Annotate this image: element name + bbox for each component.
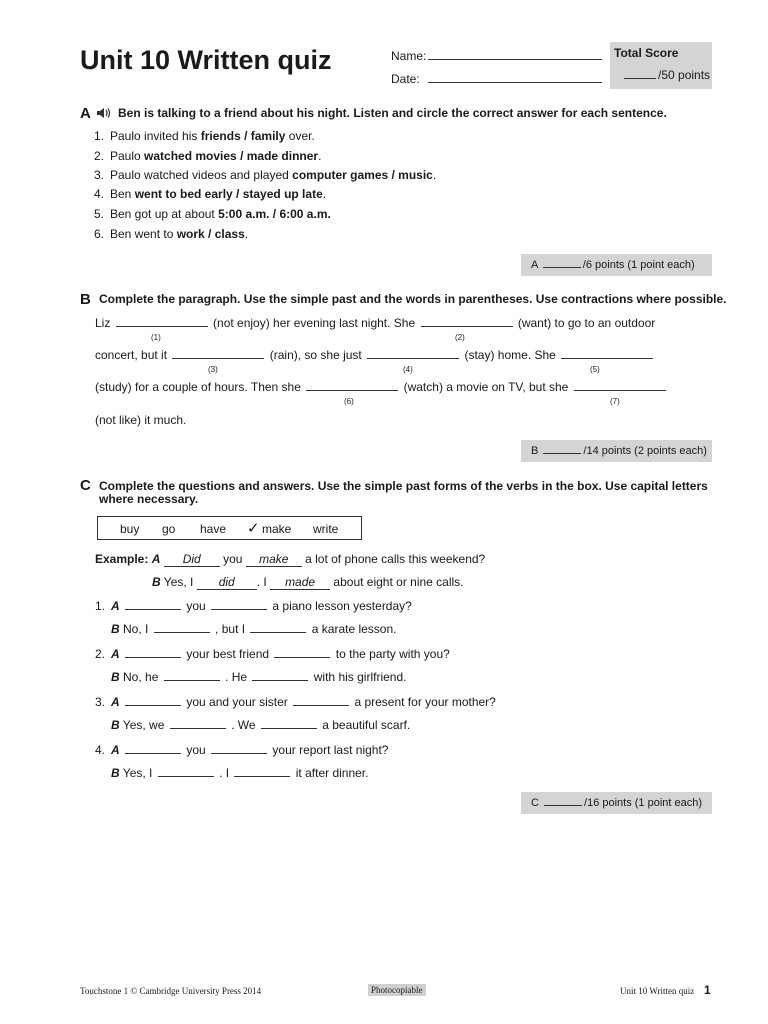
- answer-blank[interactable]: [211, 599, 267, 610]
- list-item: 6. Ben went to work / class.: [94, 227, 249, 241]
- section-c-score-blank[interactable]: [544, 795, 582, 806]
- speaker-icon: [96, 106, 112, 124]
- footer-quiz-title: Unit 10 Written quiz: [620, 986, 695, 996]
- blank-number: (6): [344, 397, 354, 406]
- answer-blank[interactable]: [211, 743, 267, 754]
- paragraph-line: concert, but it (rain), so she just (stay) home. She: [95, 348, 655, 362]
- answer-blank[interactable]: [293, 695, 349, 706]
- blank-number: (4): [403, 365, 413, 374]
- choice-text[interactable]: computer games / music: [292, 168, 433, 182]
- answer-blank[interactable]: [367, 348, 459, 359]
- answer-blank[interactable]: [234, 766, 290, 777]
- section-c-points-text: /16 points (1 point each): [584, 797, 703, 809]
- blank-number: (7): [610, 397, 620, 406]
- total-score-blank[interactable]: [624, 68, 656, 79]
- name-label: Name:: [391, 49, 427, 63]
- answer-blank[interactable]: [154, 622, 210, 633]
- answer-row: B Yes, we . We a beautiful scarf.: [111, 718, 411, 732]
- word-item: buy: [120, 522, 140, 536]
- choice-text[interactable]: 5:00 a.m. / 6:00 a.m.: [218, 207, 331, 221]
- answer-blank[interactable]: [158, 766, 214, 777]
- check-icon: ✓: [247, 520, 260, 537]
- section-a-points-letter: A: [531, 259, 538, 271]
- choice-text[interactable]: went to bed early / stayed up late: [134, 187, 323, 201]
- word-item: have: [200, 522, 227, 536]
- paragraph-line: (not like) it much.: [95, 413, 187, 427]
- section-c-points-box: [521, 792, 712, 814]
- word-item: go: [162, 522, 176, 536]
- blank-number: (5): [590, 365, 600, 374]
- section-c-letter: C: [80, 477, 91, 494]
- answer-blank[interactable]: [274, 647, 330, 658]
- answer-blank[interactable]: [574, 380, 666, 391]
- blank-number: (1): [151, 333, 161, 342]
- footer-copyright: Touchstone 1 © Cambridge University Press 2014: [80, 986, 262, 996]
- paragraph-line: (study) for a couple of hours. Then she (watch) a movie on TV, but she: [95, 380, 668, 394]
- word-item: write: [313, 522, 339, 536]
- answer-row: B No, he . He with his girlfriend.: [111, 670, 407, 684]
- choice-text[interactable]: watched movies / made dinner: [144, 149, 319, 163]
- list-item: 2. Paulo watched movies / made dinner.: [94, 149, 322, 163]
- section-a-points-box: [521, 254, 712, 276]
- answer-blank[interactable]: [421, 316, 513, 327]
- section-b-points-box: [521, 440, 712, 462]
- answer-blank[interactable]: [125, 695, 181, 706]
- blank-number: (2): [455, 333, 465, 342]
- answer-blank[interactable]: [170, 718, 226, 729]
- question-row: 1. A you a piano lesson yesterday?: [95, 599, 412, 613]
- answer-blank[interactable]: [125, 599, 181, 610]
- example-answer: B Yes, I did . I made about eight or nine calls.: [152, 575, 464, 589]
- answer-row: B No, I , but I a karate lesson.: [111, 622, 397, 636]
- question-row: 4. A you your report last night?: [95, 743, 389, 757]
- section-b-score-blank[interactable]: [543, 443, 581, 454]
- answer-blank[interactable]: [125, 743, 181, 754]
- date-label: Date:: [391, 72, 420, 86]
- section-b-points-text: /14 points (2 points each): [583, 445, 707, 457]
- total-score-line: [622, 68, 710, 82]
- total-score-box: [610, 42, 712, 89]
- word-item: make: [262, 522, 292, 536]
- total-score-label: Total Score: [614, 46, 679, 60]
- answer-blank[interactable]: [116, 316, 208, 327]
- list-item: 4. Ben went to bed early / stayed up late.: [94, 187, 327, 201]
- question-row: 3. A you and your sister a present for your mother?: [95, 695, 496, 709]
- answer-blank[interactable]: [561, 348, 653, 359]
- section-c-points-letter: C: [531, 797, 539, 809]
- section-a-instruction: Ben is talking to a friend about his night. Listen and circle the correct answer for each sentence.: [118, 106, 667, 120]
- section-a-score-blank[interactable]: [543, 257, 581, 268]
- choice-text[interactable]: work / class: [176, 227, 245, 241]
- answer-blank[interactable]: [172, 348, 264, 359]
- section-a-points-text: /6 points (1 point each): [582, 259, 695, 271]
- list-item: 3. Paulo watched videos and played computer games / music.: [94, 168, 437, 182]
- example-question: Example: A Did you make a lot of phone calls this weekend?: [95, 552, 486, 566]
- answer-blank[interactable]: [250, 622, 306, 633]
- section-b-letter: B: [80, 291, 91, 308]
- section-b-instruction: Complete the paragraph. Use the simple past and the words in parentheses. Use contractions where possible.: [99, 292, 727, 306]
- date-field[interactable]: [428, 82, 602, 83]
- blank-number: (3): [208, 365, 218, 374]
- answer-blank[interactable]: [306, 380, 398, 391]
- paragraph-line: Liz (not enjoy) her evening last night. She (want) to go to an outdoor: [95, 316, 656, 330]
- answer-row: B Yes, I . I it after dinner.: [111, 766, 369, 780]
- photocopiable-badge: Photocopiable: [368, 984, 426, 996]
- question-row: 2. A your best friend to the party with you?: [95, 647, 450, 661]
- section-b-points-letter: B: [531, 445, 539, 457]
- choice-text[interactable]: friends / family: [200, 129, 286, 143]
- list-item: 1. Paulo invited his friends / family over.: [94, 129, 315, 143]
- list-item: 5. Ben got up at about 5:00 a.m. / 6:00 a.m.: [94, 207, 331, 221]
- word-box: [97, 516, 362, 540]
- answer-blank[interactable]: [125, 647, 181, 658]
- section-c-instruction: Complete the questions and answers. Use the simple past forms of the verbs in the box. Use capital letters where necessary.: [99, 479, 708, 506]
- total-points-text: /50 points: [658, 68, 711, 82]
- page-number: 1: [704, 983, 711, 997]
- name-field[interactable]: [428, 59, 602, 60]
- answer-blank[interactable]: [252, 670, 308, 681]
- section-a-letter: A: [80, 105, 91, 122]
- answer-blank[interactable]: [164, 670, 220, 681]
- page-title: Unit 10 Written quiz: [80, 45, 332, 75]
- answer-blank[interactable]: [261, 718, 317, 729]
